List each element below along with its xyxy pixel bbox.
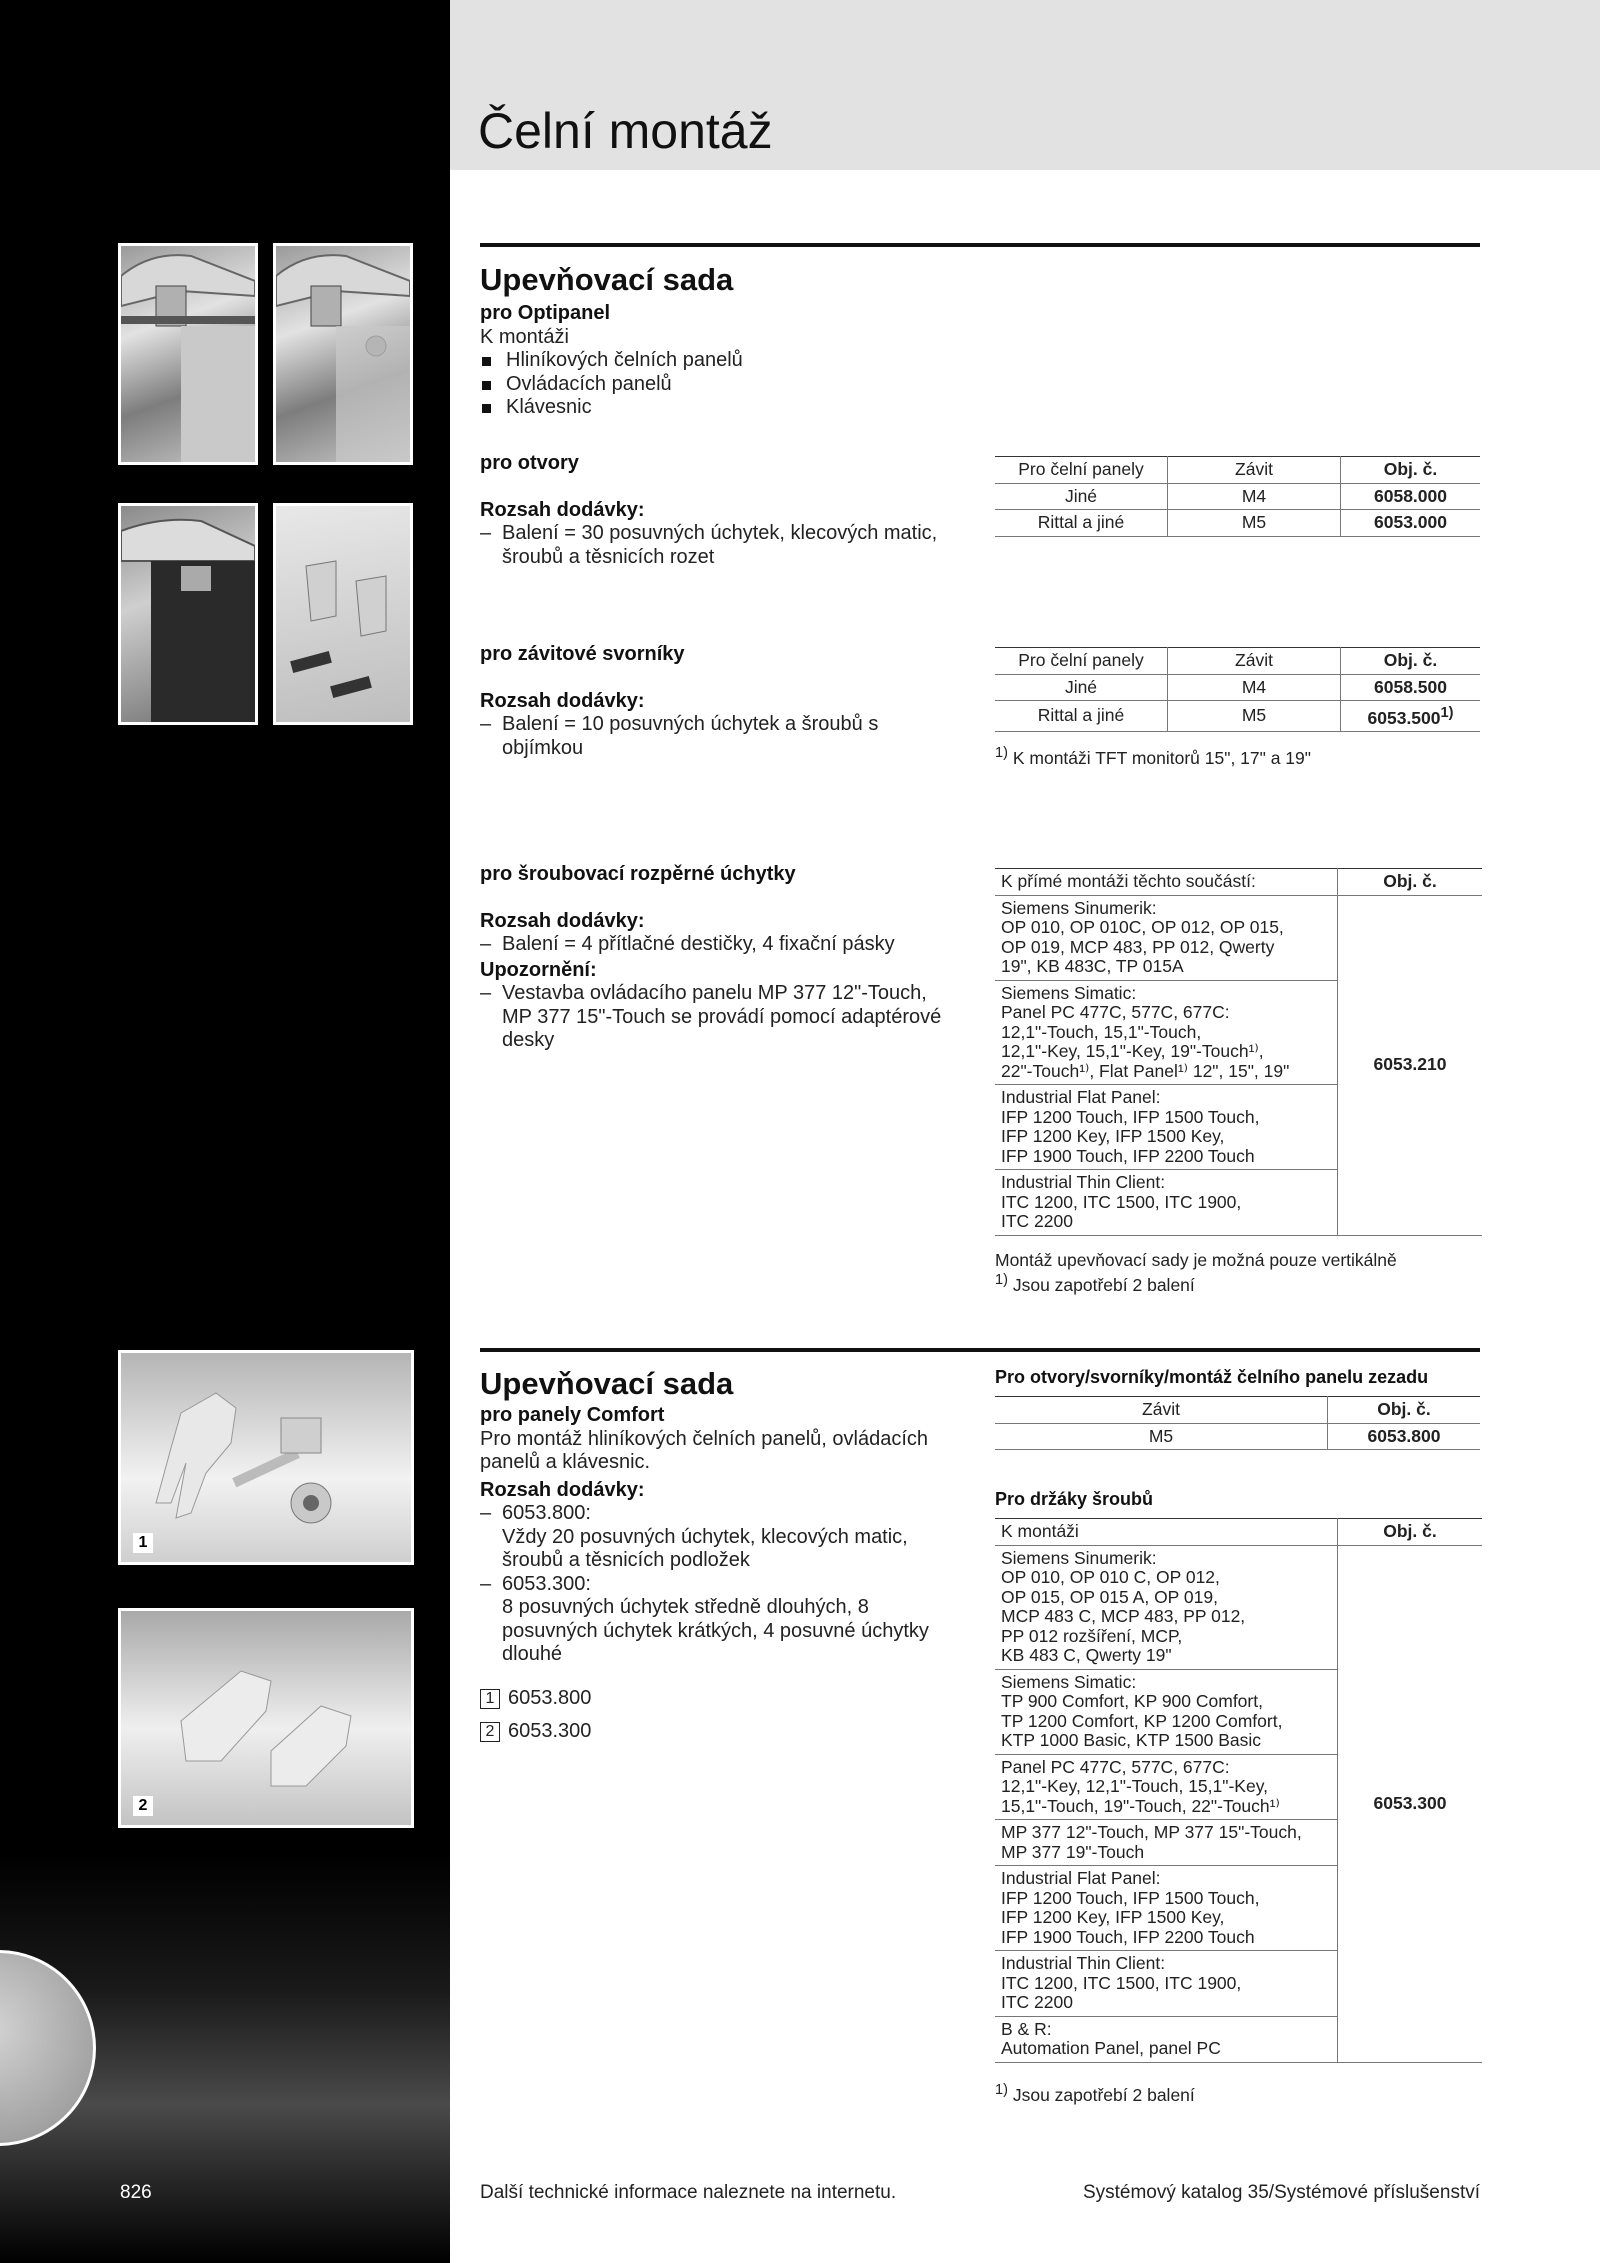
section2-rule xyxy=(480,1348,1480,1352)
table-cell: M4 xyxy=(1168,674,1341,701)
section2-scope-label: Rozsah dodávky: xyxy=(480,1478,645,1501)
photo-badge-1: 1 xyxy=(133,1533,153,1553)
svorniky-heading: pro závitové svorníky xyxy=(480,643,685,665)
footer-note: Další technické informace naleznete na internetu. xyxy=(480,2182,897,2203)
table-header-cell: Závit xyxy=(995,1397,1328,1424)
bullet-item: Klávesnic xyxy=(480,396,980,420)
product-photo-comfort-1 xyxy=(118,1350,414,1565)
table-b-heading: Pro držáky šroubů xyxy=(995,1489,1154,1509)
table-header-row xyxy=(995,869,1482,896)
item-code: – 6053.800: xyxy=(502,1502,591,1524)
product-photo-optipanel-2 xyxy=(273,243,413,465)
ref-number: 1 xyxy=(480,1689,500,1709)
svorniky-block xyxy=(480,643,910,760)
item-text: Vždy 20 posuvných úchytek, klecových matic, šroubů a těsnicích podložek xyxy=(502,1525,908,1571)
rozperne-heading: pro šroubovací rozpěrné úchytky xyxy=(480,863,796,885)
table-row xyxy=(995,701,1480,732)
rozperne-block xyxy=(480,863,950,1053)
table-cell: M5 xyxy=(1168,510,1341,537)
table-cell: Jiné xyxy=(995,674,1168,701)
rozperne-scope-text: – Balení = 4 přítlačné destičky, 4 fixační pásky xyxy=(480,933,950,957)
table-header-cell: Závit xyxy=(1168,457,1341,484)
rozperne-notes xyxy=(995,1250,1397,1295)
footnote-text: Jsou zapotřebí 2 balení xyxy=(1012,1274,1195,1295)
note-footnote xyxy=(995,1270,1397,1295)
product-photo-comfort-2 xyxy=(118,1608,414,1828)
table-header-cell: Obj. č. xyxy=(1341,648,1481,675)
order-number: 6053.000 xyxy=(1341,510,1481,537)
svorniky-scope-label: Rozsah dodávky: xyxy=(480,689,645,712)
table-cell: Jiné xyxy=(995,483,1168,510)
order-number: 6053.300 xyxy=(1338,1545,1483,2062)
table-cell: M5 xyxy=(1168,701,1341,732)
table-cell: Panel PC 477C, 577C, 677C: 12,1"-Key, 12,1"-Touch, 15,1"-Key, 15,1"-Touch, 19"-Touch, 22"-Touch¹⁾ xyxy=(995,1754,1338,1820)
section1-intro: K montáži xyxy=(480,325,569,348)
table-cell: Rittal a jiné xyxy=(995,701,1168,732)
table-cell: Industrial Flat Panel: IFP 1200 Touch, IFP 1500 Touch, IFP 1200 Key, IFP 1500 Key, IFP 1900 Touch, IFP 2200 Touch xyxy=(995,1085,1338,1170)
bullet-item: Ovládacích panelů xyxy=(480,373,980,397)
rozperne-table xyxy=(995,868,1482,1236)
section2-text-block xyxy=(480,1404,960,1744)
item-code: – 6053.300: xyxy=(502,1572,591,1595)
ref-code: 6053.300 xyxy=(508,1720,592,1742)
svorniky-footnote xyxy=(995,743,1311,768)
table-cell: MP 377 12"-Touch, MP 377 15"-Touch, MP 377 19"-Touch xyxy=(995,1820,1338,1866)
page-number: 826 xyxy=(120,2182,152,2203)
order-number: 6058.500 xyxy=(1341,674,1481,701)
order-number: 6058.000 xyxy=(1341,483,1481,510)
table-row xyxy=(995,510,1480,537)
table-header-row xyxy=(995,1519,1482,1546)
table-b xyxy=(995,1518,1482,2063)
table-cell: B & R: Automation Panel, panel PC xyxy=(995,2016,1338,2062)
table-cell: Siemens Sinumerik: OP 010, OP 010 C, OP 012, OP 015, OP 015 A, OP 019, MCP 483 C, MCP 483, PP 012, PP 012 rozšíření, MCP, KB 483 C, Qwerty 19" xyxy=(995,1545,1338,1669)
footnote-text: K montáži TFT monitorů 15", 17" a 19" xyxy=(1012,747,1311,768)
page-title: Čelní montáž xyxy=(478,103,773,159)
table-row xyxy=(995,895,1482,980)
rozperne-warning-text: – Vestavba ovládacího panelu MP 377 12"-Touch, MP 377 15"-Touch se provádí pomocí adaptérové desky xyxy=(480,982,950,1053)
ref-item xyxy=(480,1720,960,1744)
photo-badge-2: 2 xyxy=(133,1796,153,1816)
table-a-heading: Pro otvory/svorníky/montáž čelního panelu zezadu xyxy=(995,1367,1429,1387)
table-row xyxy=(995,483,1480,510)
bullet-item: Hliníkových čelních panelů xyxy=(480,349,980,373)
table-cell: Siemens Simatic: Panel PC 477C, 577C, 677C: 12,1"-Touch, 15,1"-Touch, 12,1"-Key, 15,1"-Key, 19"-Touch¹⁾, 22"-Touch¹⁾, Flat Panel¹⁾ 12", 15", 19" xyxy=(995,980,1338,1085)
product-photo-svorniky-2 xyxy=(273,503,413,725)
order-number: 6053.210 xyxy=(1338,895,1483,1235)
footnote-mark: 1) xyxy=(995,1272,1008,1288)
footnote-mark: 1) xyxy=(995,745,1008,761)
table-row xyxy=(995,674,1480,701)
table-cell: Siemens Simatic: TP 900 Comfort, KP 900 Comfort, TP 1200 Comfort, KP 1200 Comfort, KTP 1000 Basic, KTP 1500 Basic xyxy=(995,1669,1338,1754)
otvory-table xyxy=(995,456,1480,537)
otvory-block xyxy=(480,452,970,569)
note-text: Montáž upevňovací sady je možná pouze vertikálně xyxy=(995,1250,1397,1270)
product-photo-svorniky-1 xyxy=(118,503,258,725)
product-photo-optipanel-1 xyxy=(118,243,258,465)
table-cell: Industrial Thin Client: ITC 1200, ITC 1500, ITC 1900, ITC 2200 xyxy=(995,1170,1338,1236)
ref-item xyxy=(480,1687,960,1711)
table-header-row xyxy=(995,457,1480,484)
table-cell: Industrial Thin Client: ITC 1200, ITC 1500, ITC 1900, ITC 2200 xyxy=(995,1951,1338,2017)
section2-subtitle: pro panely Comfort xyxy=(480,1404,665,1426)
table-cell: M4 xyxy=(1168,483,1341,510)
section1-subtitle: pro Optipanel xyxy=(480,302,610,324)
rozperne-scope-label: Rozsah dodávky: xyxy=(480,909,645,932)
table-header-cell: Obj. č. xyxy=(1338,869,1483,896)
svorniky-scope-text: – Balení = 10 posuvných úchytek a šroubů s objímkou xyxy=(480,713,910,760)
order-number: 6053.800 xyxy=(1328,1423,1481,1450)
section1-title: Upevňovací sada xyxy=(480,262,734,297)
table-header-cell: Obj. č. xyxy=(1341,457,1481,484)
ref-code: 6053.800 xyxy=(508,1686,592,1709)
table-cell: Rittal a jiné xyxy=(995,510,1168,537)
item-text: 8 posuvných úchytek středně dlouhých, 8 posuvných úchytek krátkých, 4 posuvné úchytky dlouhé xyxy=(502,1596,929,1665)
table-row xyxy=(995,1423,1480,1450)
table-b-footnote xyxy=(995,2080,1195,2105)
svorniky-table xyxy=(995,647,1480,732)
table-header-cell: Obj. č. xyxy=(1338,1519,1483,1546)
table-header-cell: Pro čelní panely xyxy=(995,648,1168,675)
rozperne-warning-label: Upozornění: xyxy=(480,958,597,981)
footnote-mark: 1) xyxy=(995,2082,1008,2098)
table-cell: Industrial Flat Panel: IFP 1200 Touch, IFP 1500 Touch, IFP 1200 Key, IFP 1500 Key, IFP 1900 Touch, IFP 2200 Touch xyxy=(995,1866,1338,1951)
table-header-row xyxy=(995,648,1480,675)
table-header-cell: K montáži xyxy=(995,1519,1338,1546)
table-cell: M5 xyxy=(995,1423,1328,1450)
section1-rule xyxy=(480,243,1480,247)
table-header-cell: K přímé montáži těchto součástí: xyxy=(995,869,1338,896)
table-header-row xyxy=(995,1397,1480,1424)
otvory-scope-text: – Balení = 30 posuvných úchytek, klecových matic, šroubů a těsnicích rozet xyxy=(480,522,970,569)
table-row xyxy=(995,1545,1482,1669)
section1-intro-block xyxy=(480,302,980,420)
footnote-sup: 1) xyxy=(1440,705,1454,721)
order-number-cell xyxy=(1341,701,1481,732)
order-number: 6053.500 xyxy=(1367,707,1441,728)
list-item xyxy=(480,1502,960,1573)
otvory-scope-label: Rozsah dodávky: xyxy=(480,498,645,521)
table-cell: Siemens Sinumerik: OP 010, OP 010C, OP 012, OP 015, OP 019, MCP 483, PP 012, Qwerty 19", KB 483C, TP 015A xyxy=(995,895,1338,980)
footnote-text: Jsou zapotřebí 2 balení xyxy=(1012,2084,1195,2105)
table-header-cell: Závit xyxy=(1168,648,1341,675)
table-a xyxy=(995,1396,1480,1450)
section2-title: Upevňovací sada xyxy=(480,1366,734,1401)
footer-catalog: Systémový katalog 35/Systémové příslušenství xyxy=(1082,2182,1480,2203)
section2-intro: Pro montáž hliníkových čelních panelů, ovládacích panelů a klávesnic. xyxy=(480,1427,929,1473)
list-item xyxy=(480,1573,960,1667)
otvory-heading: pro otvory xyxy=(480,452,579,474)
ref-number: 2 xyxy=(480,1722,500,1742)
table-header-cell: Obj. č. xyxy=(1328,1397,1481,1424)
table-header-cell: Pro čelní panely xyxy=(995,457,1168,484)
